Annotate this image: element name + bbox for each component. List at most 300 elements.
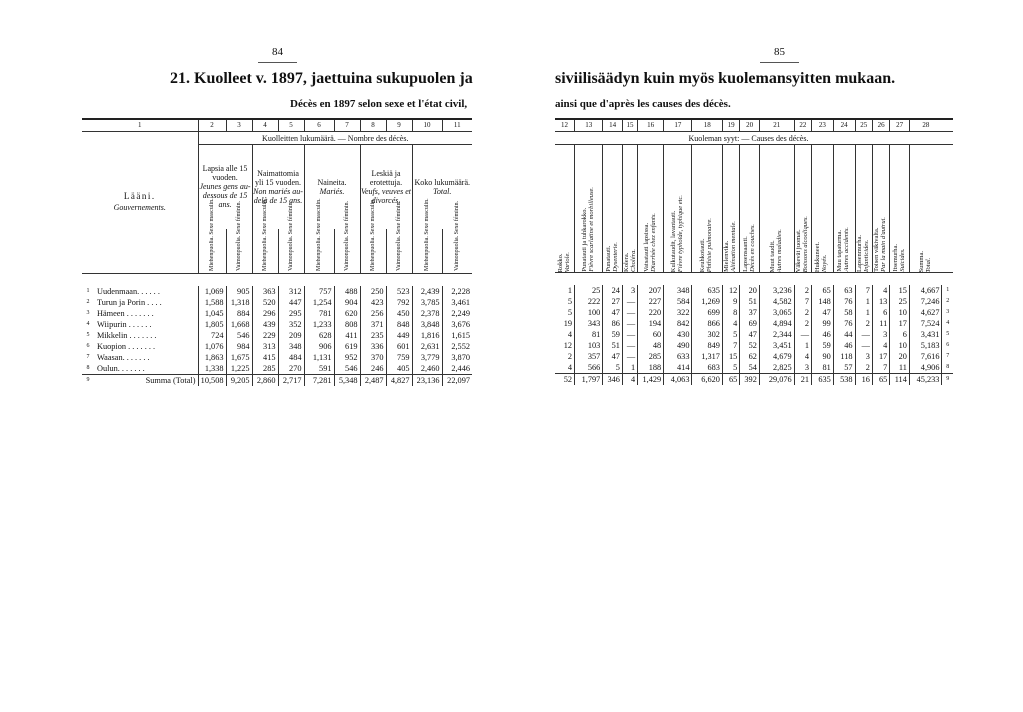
cell-value: 7 [872,362,889,374]
cell-value: 69 [740,318,760,329]
col-number: 19 [722,119,739,132]
cell-value: 114 [890,374,910,386]
col-number: 21 [759,119,794,132]
cell-value: 256 [360,308,386,319]
cell-value: 229 [252,330,278,341]
left-table [82,118,472,386]
right-page-title: siviilisäädyn kuin myös kuolemansyitten mukaan. [555,70,896,87]
cell-value: 313 [252,341,278,352]
cause-label: Punatauti. [604,245,612,272]
col-number: 1 [82,119,198,132]
cell-value: 58 [833,307,855,318]
cause-header [855,145,872,273]
cell-value: 10,508 [198,374,226,386]
cell-value: 1,338 [198,363,226,375]
cell-value: 17 [890,318,910,329]
cell-value: 100 [575,307,603,318]
cell-value: 81 [575,329,603,340]
cause-label-fr: Diarrhée chez enfants. [649,213,657,272]
col-number: 23 [812,119,834,132]
cell-value: 9 [722,296,739,307]
cell-value: 1,131 [304,352,334,363]
row-index: 5 [942,329,953,340]
table-row [555,318,953,329]
cell-value: 3,236 [759,285,794,296]
cell-value: 60 [638,329,664,340]
cell-value: 842 [664,318,692,329]
table-row [82,297,472,308]
cell-value: 2,460 [412,363,442,375]
cell-value: 683 [692,362,722,374]
cause-label: Lapsensaanti. [741,236,749,272]
cell-value: 2 [855,318,872,329]
table-row [82,308,472,319]
region-header: Lääni. [123,191,156,202]
cell-value: 47 [603,351,623,362]
col-number: 7 [334,119,360,132]
cell-value: 952 [334,352,360,363]
cell-value: 884 [226,308,252,319]
cell-value: 346 [603,374,623,386]
cell-value: 2,717 [278,374,304,386]
row-index: 9 [82,374,94,386]
cell-value: 52 [555,374,575,386]
cell-value: 363 [252,286,278,297]
cell-value: 1 [567,286,573,295]
cell-value: 48 [638,340,664,351]
col-number: 4 [252,119,278,132]
cell-value: 405 [386,363,412,375]
row-index: 9 [942,374,953,386]
cell-value: 11 [872,318,889,329]
cell-value: 546 [334,363,360,375]
cell-value: 2 [855,362,872,374]
cause-header [890,145,910,273]
cell-value: 7 [855,285,872,296]
cause-header [872,145,889,273]
cell-value: 7,246 [909,296,942,307]
cell-value: 222 [575,296,603,307]
cell-value: 20 [890,351,910,362]
cause-label: Itsemurha. [891,244,899,272]
col-number: 25 [855,119,872,132]
cause-label-fr: Par la main d'autrui. [880,217,888,272]
group-label-fr: Mariés. [319,186,345,196]
cause-label: Muu tapaturma. [836,230,844,272]
cause-label-fr: Dysenterie. [611,242,619,272]
cell-value: 296 [252,308,278,319]
cell-value: 1 [622,362,637,374]
cell-value: 1 [855,296,872,307]
cell-value: 4 [872,340,889,351]
cell-value: 15 [890,285,910,296]
cell-value: 635 [692,285,722,296]
cell-value: 6 [872,307,889,318]
region-header-fr: Gouvernements. [113,203,166,213]
cell-value: 370 [360,352,386,363]
cell-value: 2 [794,307,811,318]
group-label-fr: Non mariés au-delà de 15 ans. [253,186,303,205]
cell-value: 37 [740,307,760,318]
cell-value: 2 [567,352,573,361]
cell-value: 62 [740,351,760,362]
cause-label-fr: Total. [924,257,932,272]
cell-value: 4 [567,363,573,372]
cell-value: 757 [304,286,334,297]
cell-value: 1,668 [226,319,252,330]
cell-value: 295 [278,308,304,319]
cell-value: 343 [575,318,603,329]
table-row [555,362,953,374]
group-label: Naimattomia yli 15 vuoden. [255,168,301,187]
cell-value: 906 [304,341,334,352]
cell-value: 3,431 [909,329,942,340]
cell-value: 2,446 [442,363,472,375]
cell-value: 5,348 [334,374,360,386]
cell-value: 5,183 [909,340,942,351]
cell-value: — [855,329,872,340]
cell-value: 2,378 [412,308,442,319]
col-number: 5 [278,119,304,132]
cause-label-fr: Aliénation mentale. [730,221,738,272]
table-row [555,296,953,307]
col-number: 27 [890,119,910,132]
cell-value: 17 [872,351,889,362]
row-index: 8 [86,364,90,371]
cell-value: 4 [722,318,739,329]
cell-value: — [794,329,811,340]
row-index: 2 [86,298,90,305]
cell-value: 57 [833,362,855,374]
table-row [555,351,953,362]
cause-header [833,145,855,273]
cell-value: 220 [638,307,664,318]
cell-value: 47 [740,329,760,340]
cell-value: 415 [252,352,278,363]
sex-label-male: Miehenpuolia. Sexe masculin. [315,197,322,271]
cell-value: 5 [567,297,573,306]
cell-value: 1,225 [226,363,252,375]
cell-value: 23,136 [412,374,442,386]
row-index: 4 [86,320,90,327]
row-index: 8 [942,362,953,374]
cell-value: — [622,329,637,340]
cell-value: 1,254 [304,297,334,308]
cell-value: 336 [360,341,386,352]
cell-value: 54 [740,362,760,374]
cell-value: 29,076 [759,374,794,386]
cell-value: 1,076 [198,341,226,352]
cell-value: 584 [664,296,692,307]
cause-label: Punatauti ja tuhkarokko. [580,208,588,272]
cell-value: 8 [722,307,739,318]
table-row [82,330,472,341]
table-row [82,341,472,352]
cause-label-fr: Boissons alcooliques. [801,215,809,272]
cell-value: 348 [278,341,304,352]
region-name: Oulun. . . . . . . [97,363,145,373]
col-number: 3 [226,119,252,132]
cause-label-fr: Fièvre typhoïde, typhique etc. [676,194,684,272]
cell-value: 90 [812,351,834,362]
cell-value: 227 [638,296,664,307]
row-index: 5 [86,331,90,338]
cell-value: 724 [198,330,226,341]
right-column-numbers [555,119,953,132]
cell-value: 2,825 [759,362,794,374]
group-label: Lapsia alle 15 vuoden. [202,164,248,183]
cell-value: 3,461 [442,297,472,308]
cell-value: 620 [334,308,360,319]
cell-value: 1,816 [412,330,442,341]
col-number: 17 [664,119,692,132]
cell-value: 3 [622,285,637,296]
cell-value: 449 [386,330,412,341]
region-name: Mikkelin . . . . . . . [97,330,157,340]
cell-value: — [622,351,637,362]
col-number: 12 [555,119,575,132]
cell-value: 352 [278,319,304,330]
row-index: 2 [942,296,953,307]
cell-value: 10 [890,340,910,351]
cell-value: 16 [855,374,872,386]
group-label-fr: Jeunes gens au-dessous de 15 ans. [199,182,251,210]
cell-value: 348 [664,285,692,296]
cell-value: 3,785 [412,297,442,308]
cell-value: 792 [386,297,412,308]
cause-header [794,145,811,273]
cell-value: 1,805 [198,319,226,330]
cell-value: 207 [638,285,664,296]
cell-value: 2,439 [412,286,442,297]
cause-header [603,145,623,273]
cell-value: 781 [304,308,334,319]
cell-value: 11 [890,362,910,374]
left-page-title: 21. Kuolleet v. 1897, jaettuina sukupuolen ja [170,70,473,87]
row-index: 4 [942,318,953,329]
row-index: 3 [86,309,90,316]
cell-value: 76 [833,296,855,307]
cell-value: 246 [360,363,386,375]
cause-label-fr: Choléra. [629,249,637,272]
cell-value: 414 [664,362,692,374]
cell-value: 45,233 [909,374,942,386]
cell-value: 4,582 [759,296,794,307]
cause-header [722,145,739,273]
cell-value: 4 [794,351,811,362]
cell-value: 423 [360,297,386,308]
sex-label-female: Vaimonpuolia. Sexe féminin. [235,200,242,271]
cell-value: 312 [278,286,304,297]
sex-label-male: Miehenpuolia. Sexe masculin. [369,197,376,271]
cell-value: 52 [740,340,760,351]
sex-label-male: Miehenpuolia. Sexe masculin. [261,197,268,271]
left-page-subtitle: Décès en 1897 selon sexe et l'état civil, [290,98,468,110]
cell-value: 538 [833,374,855,386]
col-number: 14 [603,119,623,132]
cell-value: 6 [890,329,910,340]
cause-label: Summa. [917,250,925,272]
right-page-number: 85 [774,46,785,58]
cell-value: 10 [890,307,910,318]
col-number: 8 [360,119,386,132]
region-name: Wiipurin . . . . . . [97,319,152,329]
col-number: 15 [622,119,637,132]
cell-value: 566 [575,362,603,374]
table-row [555,329,953,340]
cell-value: 905 [226,286,252,297]
group-header: Kuolleitten lukumäärä. — Nombre des décès. [198,132,472,145]
col-number: 9 [386,119,412,132]
cause-group-header: Kuoleman syyt: — Causes des décès. [555,132,942,145]
cell-value: 2 [794,285,811,296]
cause-label: Kulkutaudit, lavantauti. [669,210,677,272]
sex-label-female: Vaimonpuolia. Sexe féminin. [287,200,294,271]
cell-value: 699 [692,307,722,318]
table-row [555,340,953,351]
right-page-subtitle: ainsi que d'après les causes des décès. [555,98,731,110]
col-number: 16 [638,119,664,132]
cell-value: 76 [833,318,855,329]
cell-value: 628 [304,330,334,341]
cell-value: 194 [638,318,664,329]
cell-value: 3 [855,351,872,362]
cell-value: 866 [692,318,722,329]
cell-value: 1 [855,307,872,318]
col-number: 18 [692,119,722,132]
cell-value: 4,667 [909,285,942,296]
cell-value: 65 [812,285,834,296]
cell-value: 2,344 [759,329,794,340]
cell-value: 357 [575,351,603,362]
cell-value: 3 [794,362,811,374]
cell-value: 1,863 [198,352,226,363]
cause-header [622,145,637,273]
cell-value: 22,097 [442,374,472,386]
sex-label-female: Vaimonpuolia. Sexe féminin. [343,200,350,271]
cell-value: 1,045 [198,308,226,319]
cell-value: 439 [252,319,278,330]
region-name: Uudenmaan. . . . . . [97,286,160,296]
cell-value: 21 [794,374,811,386]
cell-value: 1,317 [692,351,722,362]
cell-value: 484 [278,352,304,363]
cell-value: 591 [304,363,334,375]
cell-value: 849 [692,340,722,351]
col-number: 22 [794,119,811,132]
sex-label-male: Miehenpuolia. Sexe masculin. [208,197,215,271]
cell-value: 5 [567,308,573,317]
cell-value: 4,894 [759,318,794,329]
cell-value: 2,487 [360,374,386,386]
cause-label-fr: Variole. [563,251,571,272]
cell-value: 1,069 [198,286,226,297]
row-index: 1 [86,287,90,294]
cell-value: 4,827 [386,374,412,386]
row-index: 7 [86,353,90,360]
cause-label: Vatsatauti lapsissa. [642,222,650,272]
cell-value: 2,552 [442,341,472,352]
cell-value: 12 [722,285,739,296]
cause-label-fr: Noyés. [821,254,829,272]
col-number: 24 [833,119,855,132]
cell-value: 270 [278,363,304,375]
cell-value: 9,205 [226,374,252,386]
left-page-number: 84 [272,46,283,58]
table-row [82,352,472,363]
cell-value: 46 [812,329,834,340]
col-number: 11 [442,119,472,132]
cell-value: 13 [872,296,889,307]
cell-value: 392 [740,374,760,386]
cause-header [692,145,722,273]
cell-value: 25 [575,285,603,296]
cell-value: 19 [563,319,573,328]
cause-label-fr: Suicides. [898,248,906,272]
col-number: 10 [412,119,442,132]
cause-header [555,145,575,273]
cell-value: 450 [386,308,412,319]
cell-value: 2,249 [442,308,472,319]
cell-value: 99 [812,318,834,329]
group-label: Naineita. [317,177,347,187]
col-number: 6 [304,119,334,132]
cause-label: Hukkuneet. [814,241,822,272]
row-index: 6 [86,342,90,349]
cell-value: 27 [603,296,623,307]
cell-value: 1,429 [638,374,664,386]
sex-label-female: Vaimonpuolia. Sexe féminin. [453,200,460,271]
cell-value: 285 [638,351,664,362]
cell-value: 4,063 [664,374,692,386]
cell-value: — [622,340,637,351]
cell-value: 3,451 [759,340,794,351]
cause-header [664,145,692,273]
cell-value: 2,228 [442,286,472,297]
cell-value: 51 [740,296,760,307]
cell-value: 2,860 [252,374,278,386]
cause-header [575,145,603,273]
table-row [555,307,953,318]
cell-value: 81 [812,362,834,374]
table-row [555,285,953,296]
cell-value: 2,631 [412,341,442,352]
cell-value: 371 [360,319,386,330]
cell-value: 7,524 [909,318,942,329]
col-number: 28 [909,119,942,132]
group-label-fr: Veufs, veuves et divorcés. [361,186,411,205]
cell-value: 12 [563,341,573,350]
cell-value: 1,675 [226,352,252,363]
cell-value: 635 [812,374,834,386]
cell-value: 3,779 [412,352,442,363]
cell-value: 24 [603,285,623,296]
cell-value: 1,797 [575,374,603,386]
cell-value: 44 [833,329,855,340]
cell-value: 4 [622,374,637,386]
cell-value: 4,679 [759,351,794,362]
cell-value: 1,233 [304,319,334,330]
cell-value: 51 [603,340,623,351]
sex-label-female: Vaimonpuolia. Sexe féminin. [395,200,402,271]
cell-value: 47 [812,307,834,318]
cell-value: 7 [794,296,811,307]
cause-header [759,145,794,273]
cause-header [909,145,942,273]
cause-label: Mielenvika. [723,240,731,272]
cause-label: Rokko. [556,253,564,272]
cause-label: Muut taudit. [768,239,776,272]
